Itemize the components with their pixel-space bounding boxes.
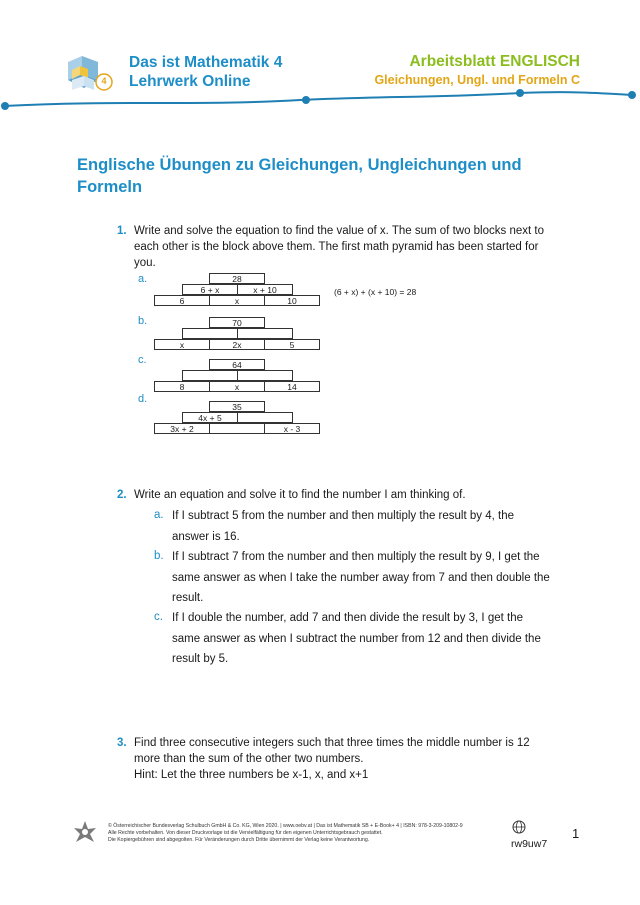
page-title — [77, 154, 577, 198]
question-number: 2. — [117, 489, 127, 501]
footer-line: Alle Rechte vorbehalten. Von dieser Druckvorlage ist die Vervielfältigung für den eigenen Unterrichtsgebrauch gestattet. — [108, 830, 383, 836]
text-line: same answer as when I subtract the number from 12 and then divide the — [172, 632, 541, 645]
question-text — [134, 223, 574, 271]
text-line: If I double the number, add 7 and then divide the result by 3, I get the — [172, 612, 523, 624]
question-text: Write an equation and solve it to find the number I am thinking of. — [134, 489, 466, 501]
pyramid-brick: 64 — [209, 359, 265, 370]
pyramid-brick: x + 10 — [237, 284, 293, 295]
pyramid-brick: 5 — [264, 339, 320, 350]
online-code: rw9uw7 — [511, 838, 548, 850]
sheet-type: Arbeitsblatt ENGLISCH — [409, 53, 580, 70]
pyramid-brick: x — [154, 339, 210, 350]
pyramid-brick: 3x + 2 — [154, 423, 210, 434]
globe-icon — [512, 820, 526, 834]
pyramid-equation: (6 + x) + (x + 10) = 28 — [334, 287, 417, 297]
book-subtitle: Lehrwerk Online — [129, 73, 251, 90]
text-line: result. — [172, 592, 204, 604]
title-line: Formeln — [77, 178, 143, 196]
question-number: 1. — [117, 225, 127, 237]
text-line: more than the sum of the other two numbers. — [134, 753, 364, 765]
text-line: each other is the block above them. The first math pyramid has been started for — [134, 241, 539, 253]
logo-badge: 4 — [101, 76, 107, 86]
footer-copyright — [108, 823, 498, 844]
subquestion-label: b. — [154, 550, 164, 562]
subquestion-text — [172, 608, 592, 670]
text-line: answer is 16. — [172, 530, 240, 543]
subquestion-text — [172, 547, 592, 609]
pyramid-brick: 70 — [209, 317, 265, 328]
footer-line: Die Kopiergebühren sind abgegolten. Für Veränderungen durch Dritte übernimmt der Verlag keine Verantwortung. — [108, 837, 370, 843]
pyramid-brick — [237, 328, 293, 339]
pyramid-label: d. — [138, 393, 148, 405]
pyramid-brick: x — [209, 295, 265, 306]
question-text — [134, 735, 574, 783]
pyramid-brick: 8 — [154, 381, 210, 392]
publisher-logo-icon — [72, 820, 98, 844]
text-line: If I subtract 5 from the number and then multiply the result by 4, the — [172, 510, 514, 522]
pyramid-brick: x - 3 — [264, 423, 320, 434]
pyramid-brick — [182, 370, 238, 381]
pyramid-brick: 2x — [209, 339, 265, 350]
pyramid-brick: 14 — [264, 381, 320, 392]
book-title: Das ist Mathematik 4 — [129, 54, 283, 71]
pyramid-brick: 28 — [209, 273, 265, 284]
pyramid-brick: 10 — [264, 295, 320, 306]
pyramid-brick: x — [209, 381, 265, 392]
header-divider — [0, 86, 640, 114]
pyramid-label: b. — [138, 315, 148, 327]
text-line: Find three consecutive integers such that three times the middle number is 12 — [134, 737, 530, 749]
footer-line: © Österreichischer Bundesverlag Schulbuch GmbH & Co. KG, Wien 2020. | www.oebv.at | Das ist Mathematik SB + E-Book+ 4 | ISBN: 978-3-209-10802-9 — [108, 823, 463, 829]
pyramid-label: c. — [138, 354, 147, 366]
text-line: you. — [134, 257, 156, 269]
pyramid-brick: 35 — [209, 401, 265, 412]
text-line: Hint: Let the three numbers be x-1, x, and x+1 — [134, 769, 369, 781]
subquestion-text — [172, 506, 592, 547]
pyramid-brick: 6 + x — [182, 284, 238, 295]
pyramid-brick: 4x + 5 — [182, 412, 238, 423]
text-line: If I subtract 7 from the number and then multiply the result by 9, I get the — [172, 551, 540, 563]
pyramid-brick: 6 — [154, 295, 210, 306]
text-line: result by 5. — [172, 653, 229, 665]
pyramid-brick — [237, 370, 293, 381]
question-number: 3. — [117, 737, 127, 749]
pyramid-brick — [182, 328, 238, 339]
page-number: 1 — [572, 826, 580, 841]
subquestion-label: a. — [154, 509, 164, 521]
text-line: same answer as when I take the number away from 7 and then double the — [172, 571, 550, 584]
sheet-topic: Gleichungen, Ungl. und Formeln C — [374, 73, 580, 87]
text-line: Write and solve the equation to find the value of x. The sum of two blocks next to — [134, 225, 544, 237]
subquestion-label: c. — [154, 611, 163, 623]
pyramid-brick — [237, 412, 293, 423]
pyramid-brick — [209, 423, 265, 434]
pyramid-label: a. — [138, 273, 148, 285]
title-line: Englische Übungen zu Gleichungen, Ungleichungen und — [77, 156, 522, 174]
